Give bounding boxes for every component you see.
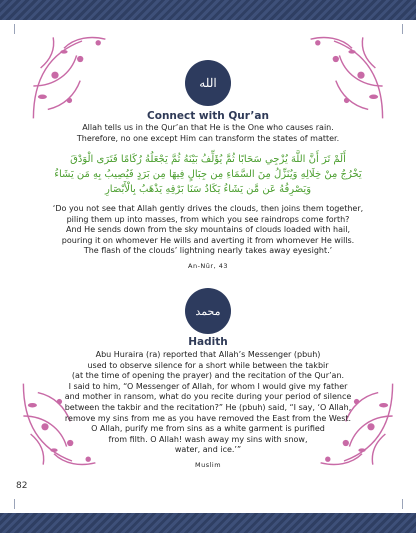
hadith-line: I said to him, “O Messenger of Allah, for whom I would give my father bbox=[68, 381, 348, 391]
section-heading-hadith: Hadith bbox=[188, 336, 228, 348]
hadith-line: and mother in ransom, what do you recite during your period of silence bbox=[64, 392, 352, 402]
hadith-line: Abu Huraira (ra) reported that Allah’s Messenger (pbuh) bbox=[95, 350, 321, 359]
floral-ornament-icon bbox=[28, 32, 118, 122]
section-heading-quran: Connect with Qur’an bbox=[147, 110, 269, 122]
hadith-line: (at the time of opening the prayer) and the recitation of the Qur’an. bbox=[71, 371, 345, 381]
hadith-line: between the takbir and the recitation?” He (pbuh) said, “I say, ‘O Allah, bbox=[64, 402, 352, 412]
top-band bbox=[0, 0, 416, 20]
hadith-line: O Allah, purify me from sins as a white garment is purified bbox=[91, 424, 325, 434]
bottom-band bbox=[0, 513, 416, 533]
hadith-line: used to observe silence for a short while between the takbir bbox=[87, 360, 329, 370]
intro-paragraph bbox=[20, 123, 396, 144]
translation-line: pouring it on whomever He wills and averting it from whomever He wills. bbox=[61, 235, 355, 245]
floral-ornament-icon bbox=[298, 32, 388, 122]
crop-mark bbox=[14, 24, 15, 34]
arabic-line: يَخْرُجُ مِنْ خِلَالِهِ وَيُنَزِّلُ مِنَ السَّمَاءِ مِن جِبَالٍ فِيهَا مِن بَرَدٍ فَيُصِيبُ بِهِ مَن يَشَاءُ bbox=[54, 169, 362, 180]
arabic-verse bbox=[18, 152, 398, 197]
muhammad-calligraphy-icon: محمد bbox=[185, 288, 231, 334]
arabic-line: أَلَمْ تَرَ أَنَّ اللَّهَ يُزْجِي سَحَابًا ثُمَّ يُؤَلِّفُ بَيْنَهُ ثُمَّ يَجْعَلُهُ رُكَامًا فَتَرَى الْوَدْقَ bbox=[70, 154, 346, 165]
arabic-line: وَيَصْرِفُهُ عَن مَّن يَشَاءُ يَكَادُ سَنَا بَرْقِهِ يَذْهَبُ بِالْأَبْصَارِ bbox=[104, 184, 312, 195]
quran-citation: An-Nūr, 43 bbox=[188, 262, 228, 270]
crop-mark bbox=[402, 499, 403, 509]
intro-line: Therefore, no one except Him can transform the states of matter. bbox=[76, 133, 340, 143]
hadith-line: remove my sins from me as you have removed the East from the West. bbox=[64, 413, 352, 423]
hadith-paragraph bbox=[20, 350, 396, 456]
translation-line: And He sends down from the sky mountains of clouds loaded with hail, bbox=[66, 225, 350, 235]
hadith-citation: Muslim bbox=[194, 461, 222, 469]
translation-line: piling them up into masses, from which you see raindrops come forth? bbox=[66, 214, 350, 224]
intro-line: Allah tells us in the Qur’an that He is the One who causes rain. bbox=[82, 123, 334, 132]
translation-line: ‘Do you not see that Allah gently drives the clouds, then joins them together, bbox=[52, 204, 364, 213]
allah-calligraphy-icon: الله bbox=[185, 60, 231, 106]
hadith-line: from filth. O Allah! wash away my sins with snow, bbox=[108, 434, 308, 444]
crop-mark bbox=[14, 499, 15, 509]
translation-line: The flash of the clouds’ lightning nearly takes away eyesight.’ bbox=[83, 246, 333, 256]
hadith-line: water, and ice.’” bbox=[174, 445, 242, 455]
crop-mark bbox=[402, 24, 403, 34]
page-number: 82 bbox=[16, 481, 28, 491]
translation-paragraph bbox=[20, 204, 396, 257]
